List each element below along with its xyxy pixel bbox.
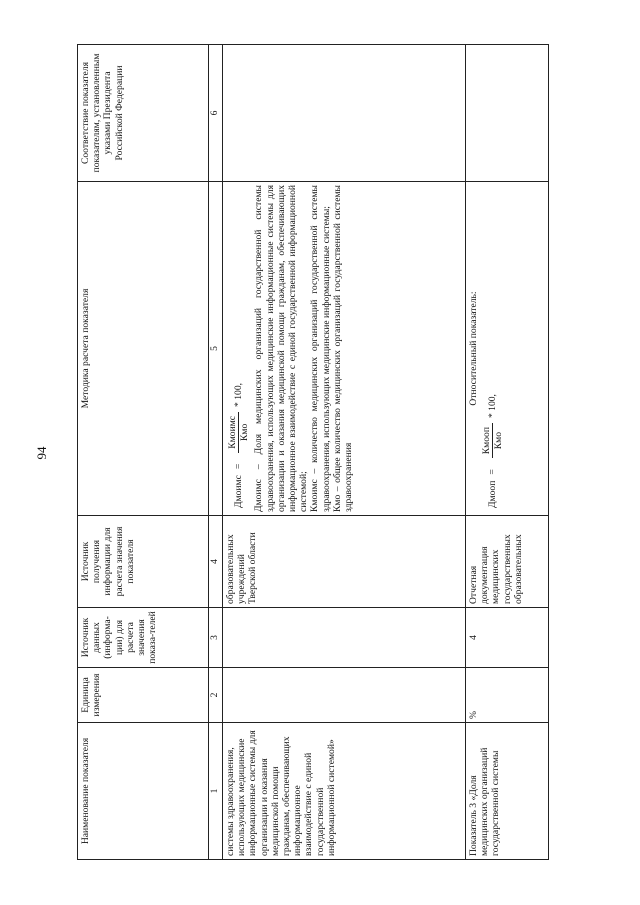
method-title: Относительный показатель: <box>468 291 479 406</box>
formula-lhs: Дмооп <box>487 480 499 508</box>
col-number: 6 <box>209 45 223 182</box>
col-number: 3 <box>209 608 223 668</box>
rotated-table-page <box>77 45 545 860</box>
indicator-name: Показатель 3 «Доля медицинских организаций государственной системы <box>466 723 549 860</box>
method <box>466 182 549 516</box>
table-row <box>223 45 466 860</box>
method-description: Дмоимс – Доля медицинских организаций государственной системы здравоохранения, использующих медицинские информационные системы для организации и оказания медицинской помощи гражданам, обеспечивающих информационное взаимодействие с единой государственной информационной системой; <box>253 185 310 512</box>
info-source: образовательных учреждений Тверской области <box>223 516 466 608</box>
formula-tail: * 100, <box>487 394 499 419</box>
formula-denominator: Кмо <box>239 423 251 441</box>
formula-numerator: Кмооп <box>481 423 493 458</box>
formula-equals: = <box>233 463 245 470</box>
method-description: Кмо – общее количество медицинских организаций государственной системы здравоохранения <box>331 185 355 512</box>
compliance <box>466 45 549 182</box>
col-number: 1 <box>209 723 223 860</box>
indicator-name: системы здравоохранения, использующих медицинские информационные системы для организации и оказания медицинской помощи гражданам, обеспечивающих информационное взаимодействие с единой государственной информационной системой» <box>223 723 466 860</box>
formula-numerator: Кмоимс <box>227 412 239 453</box>
formula-tail: * 100, <box>233 382 245 407</box>
header-compliance: Соответствие показателя показателям, установленным указами Президента Российской Федерации <box>78 45 209 182</box>
method <box>223 182 466 516</box>
header-data-source: Источник данных (информа-ции) для расчета значения показа-телей <box>78 608 209 668</box>
indicators-table <box>77 44 549 860</box>
formula-lhs: Дмоимс <box>233 475 245 508</box>
unit <box>223 668 466 723</box>
formula-equals: = <box>487 469 499 475</box>
data-source <box>223 608 466 668</box>
formula-fraction <box>481 423 504 458</box>
data-source: 4 <box>466 608 549 668</box>
unit: % <box>466 668 549 723</box>
page-number: 94 <box>34 446 49 460</box>
formula-denominator: Кмо <box>493 432 505 450</box>
compliance <box>223 45 466 182</box>
formula-fraction <box>227 412 250 453</box>
header-info-source: Источник получения информации для расчета значения показателя <box>78 516 209 608</box>
column-number-row <box>209 45 223 860</box>
header-unit: Единица измерения <box>78 668 209 723</box>
header-row <box>78 45 209 860</box>
header-method: Методика расчета показателя <box>78 182 209 516</box>
col-number: 4 <box>209 516 223 608</box>
col-number: 5 <box>209 182 223 516</box>
formula <box>481 185 504 508</box>
formula <box>227 185 250 508</box>
method-description: Кмоимс – количество медицинских организаций государственной системы здравоохранения, использующих медицинские информационные системы; <box>309 185 332 512</box>
table-row <box>466 45 549 860</box>
info-source: Отчетная документация медицинских государственных образовательных <box>466 516 549 608</box>
header-indicator-name: Наименование показателя <box>78 723 209 860</box>
col-number: 2 <box>209 668 223 723</box>
